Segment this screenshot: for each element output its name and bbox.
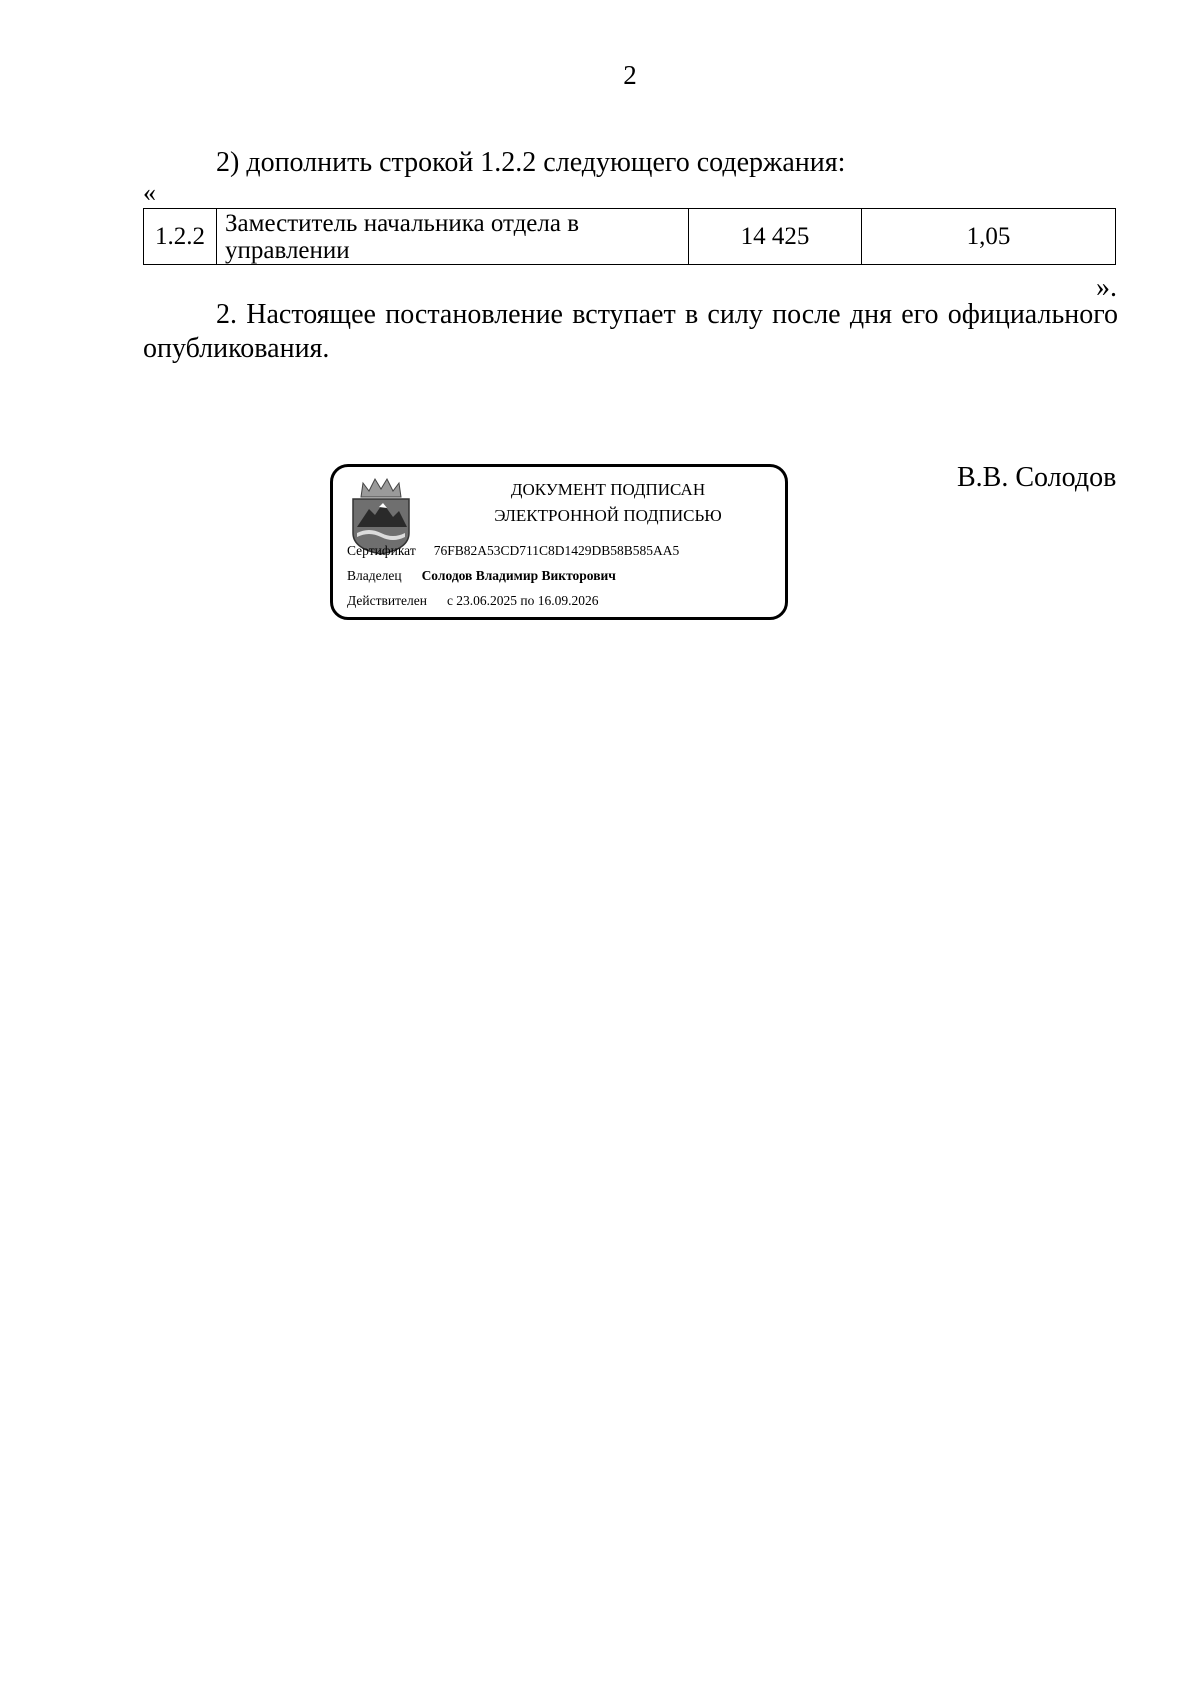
amendment-paragraph: 2) дополнить строкой 1.2.2 следующего содержания: (216, 147, 846, 178)
stamp-title-line-2: ЭЛЕКТРОННОЙ ПОДПИСЬЮ (494, 506, 722, 525)
validity-label: Действителен (347, 593, 427, 608)
certificate-value: 76FB82A53CD711C8D1429DB58B585AA5 (433, 543, 680, 558)
row-number-cell: 1.2.2 (144, 209, 217, 265)
table-row (144, 209, 1116, 265)
salary-cell: 14 425 (689, 209, 862, 265)
owner-row (347, 568, 616, 584)
stamp-title (443, 477, 773, 529)
certificate-label: Сертификат (347, 543, 416, 558)
position-cell: Заместитель начальника отдела в управлении (217, 209, 689, 265)
certificate-row (347, 543, 679, 559)
validity-row (347, 593, 599, 609)
electronic-signature-stamp (330, 464, 788, 620)
opening-quote: « (143, 178, 156, 207)
effective-date-paragraph: 2. Настоящее постановление вступает в силу после дня его официального опубликования. (143, 299, 1118, 364)
amendment-table (143, 208, 1116, 265)
validity-value: с 23.06.2025 по 16.09.2026 (446, 593, 599, 608)
closing-quote: ». (1096, 272, 1117, 303)
owner-value: Солодов Владимир Викторович (421, 568, 616, 583)
owner-label: Владелец (347, 568, 402, 583)
signer-name: В.В. Солодов (957, 462, 1117, 493)
coefficient-cell: 1,05 (862, 209, 1116, 265)
page-number: 2 (623, 60, 637, 90)
stamp-title-line-1: ДОКУМЕНТ ПОДПИСАН (510, 480, 706, 499)
